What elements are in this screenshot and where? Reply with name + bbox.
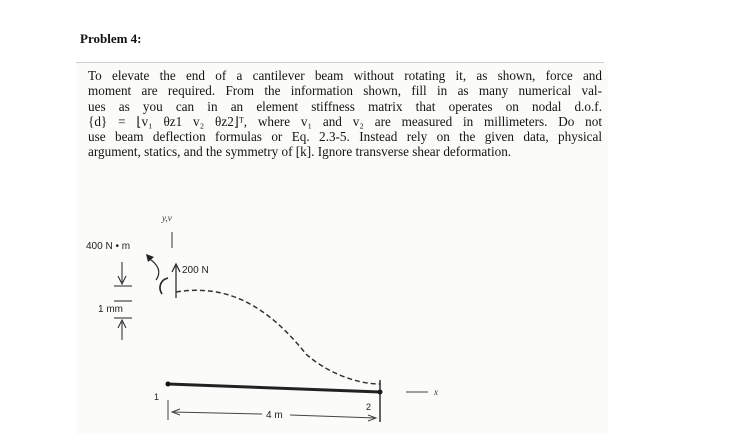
beam — [168, 384, 380, 392]
deflected-shape-curve — [176, 290, 380, 384]
node-2-label: 2 — [366, 402, 372, 412]
statement-line-4: {d} = ⌊v₁ θz1 v₂ θz2⌋ᵀ, where v₁ and v₂ are measured in millimeters. Do not — [88, 113, 602, 129]
cantilever-beam-figure — [76, 204, 608, 434]
scan-top-edge — [76, 62, 604, 63]
statement-line-3: ues as you can in an element stiffness matrix that operates on nodal d.o.f. — [88, 98, 602, 114]
y-axis-label: y,v — [162, 213, 172, 223]
dimension-line-left — [172, 412, 262, 414]
node-1-marker — [166, 382, 171, 387]
problem-statement — [88, 68, 602, 160]
moment-arrow-line — [148, 258, 159, 280]
problem-heading: Problem 4: — [80, 31, 142, 46]
scanned-problem-excerpt — [76, 62, 608, 434]
node-1-label: 1 — [154, 392, 160, 402]
statement-line-1: To elevate the end of a cantilever beam without rotating it, as shown, force and — [88, 68, 602, 83]
dimension-line-right — [290, 415, 376, 418]
moment-curl-icon — [160, 278, 168, 294]
statement-line-2: moment are required. From the information shown, fill in as many numerical val- — [88, 83, 602, 99]
length-label: 4 m — [266, 410, 283, 421]
force-label: 200 N — [182, 265, 209, 276]
displacement-label: 1 mm — [98, 304, 123, 315]
statement-line-6: argument, statics, and the symmetry of [k]. Ignore transverse shear deformation. — [88, 144, 512, 160]
x-axis-label: x — [434, 387, 438, 397]
moment-label: 400 N • m — [86, 241, 131, 252]
statement-line-5: use beam deflection formulas or Eq. 2.3-5. Instead rely on the given data, physical — [88, 129, 602, 145]
